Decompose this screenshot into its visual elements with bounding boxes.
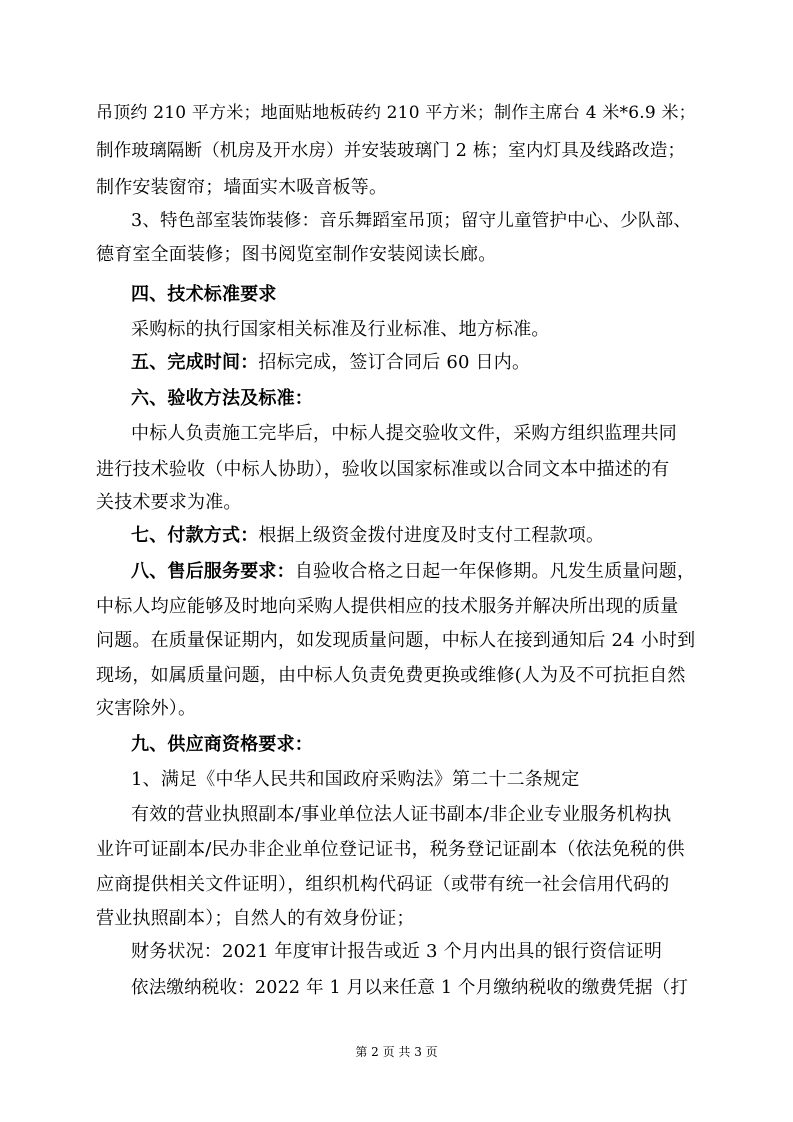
section-4-text: 采购标的执行国家相关标准及行业标准、地方标准。 (131, 319, 550, 340)
section-heading-6: 六、验收方法及标准： (131, 388, 313, 409)
section-8-line (131, 560, 695, 584)
section-9-line: 应商提供相关文件证明），组织机构代码证（或带有统一社会信用代码的 (96, 874, 670, 895)
section-8-line: 灾害除外）。 (96, 698, 197, 719)
section-9-line: 业许可证副本/民办非企业单位登记证书，税务登记证副本（依法免税的供 (96, 839, 685, 860)
section-6-line: 关技术要求为准。 (96, 492, 242, 513)
body-line: 制作玻璃隔断（机房及开水房）并安装玻璃门 2 栋；室内灯具及线路改造； (96, 141, 686, 161)
section-heading-8: 八、售后服务要求： (131, 561, 295, 582)
section-7-line (131, 524, 604, 548)
section-8-line: 问题。在质量保证期内，如发现质量问题，中标人在接到通知后 24 小时到 (96, 630, 696, 651)
section-7-text: 根据上级资金拨付进度及时支付工程款项。 (258, 525, 605, 546)
section-5-line (131, 351, 530, 375)
section-6-line: 进行技术验收（中标人协助），验收以国家标准或以合同文本中描述的有 (96, 459, 670, 480)
section-heading-5: 五、完成时间： (131, 352, 259, 373)
section-9-tax: 依法缴纳税收：2022 年 1 月以来任意 1 个月缴纳税收的缴费凭据（打 (131, 978, 689, 998)
section-heading-4: 四、技术标准要求 (131, 284, 277, 305)
section-8-text: 自验收合格之日起一年保修期。凡发生质量问题， (294, 561, 696, 582)
section-8-line: 现场，如属质量问题，由中标人负责免费更换或维修(人为及不可抗拒自然 (96, 665, 686, 686)
body-line: 制作安装窗帘；墙面实木吸音板等。 (96, 177, 388, 198)
section-9-line: 有效的营业执照副本/事业单位法人证书副本/非企业专业服务机构执 (131, 804, 672, 825)
body-line: 3、特色部室装饰装修：音乐舞蹈室吊顶；留守儿童管护中心、少队部、 (131, 211, 692, 231)
section-9-line: 营业执照副本）；自然人的有效身份证； (96, 908, 415, 929)
section-5-text: 招标完成，签订合同后 60 日内。 (258, 352, 531, 373)
section-8-line: 中标人均应能够及时地向采购人提供相应的技术服务并解决所出现的质量 (96, 596, 679, 617)
body-line: 德育室全面装修；图书阅览室制作安装阅读长廊。 (96, 244, 497, 265)
section-heading-7: 七、付款方式： (131, 525, 259, 546)
body-line: 吊顶约 210 平方米；地面贴地板砖约 210 平方米；制作主席台 4 米*6.9 米； (96, 103, 696, 123)
page-number-footer: 第 2 页 共 3 页 (355, 1045, 438, 1059)
section-heading-9: 九、供应商资格要求： (131, 734, 313, 755)
section-9-finance: 财务状况：2021 年度审计报告或近 3 个月内出具的银行资信证明 (131, 941, 663, 962)
section-9-item: 1、满足《中华人民共和国政府采购法》第二十二条规定 (131, 769, 580, 790)
section-6-line: 中标人负责施工完毕后，中标人提交验收文件，采购方组织监理共同 (131, 423, 677, 444)
